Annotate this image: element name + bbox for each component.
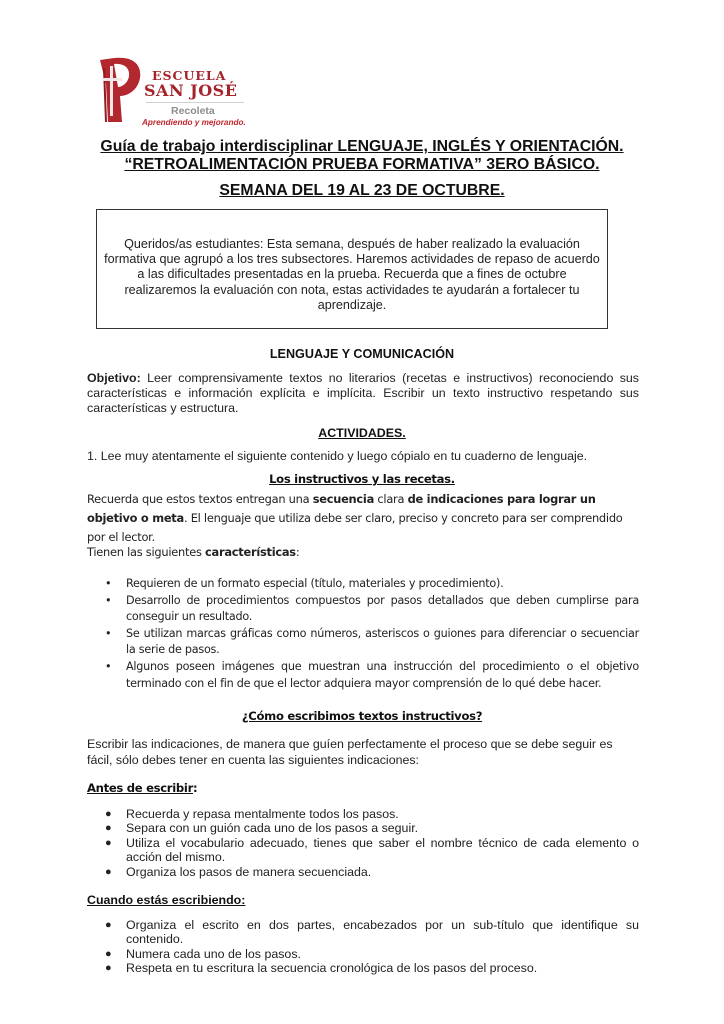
feature-item: [87, 626, 639, 659]
features-list: [87, 576, 639, 692]
before-item: [87, 821, 639, 835]
bullet-dot-icon: ●: [105, 962, 112, 975]
intro-text: Queridos/as estudiantes: Esta semana, después de haber realizado la evaluación formativa que agrupó a los tres subsectores. Haremos actividades de repaso de acuerdo a las dificultades presentadas en la prueba. Recuerda que a fines de octubre realizaremos la evaluación con nota, estas actividades te ayudarán a fortalecer tu aprendizaje.: [104, 237, 600, 312]
before-item-text: Recuerda y repasa mentalmente todos los pasos.: [126, 807, 399, 821]
during-writing-label: Cuando estás escribiendo:: [87, 893, 246, 907]
para1-bold-indicaciones: de indicaciones para lograr un objetivo o meta: [87, 492, 596, 525]
objective-text: Leer comprensivamente textos no literarios (recetas e instructivos) reconociendo sus características e información explícita e implícita. Escribir un texto instructivo respetando sus características y estructura.: [87, 371, 639, 415]
bullet-dot-icon: ●: [105, 865, 112, 878]
before-item-text: Utiliza el vocabulario adecuado, tienes que saber el nombre técnico de cada elemento o acción del mismo.: [126, 835, 639, 865]
bullet-dot-icon: ●: [105, 822, 112, 835]
content-paragraph-2: [87, 543, 639, 562]
para2-text-a: Tienen las siguientes: [87, 545, 206, 559]
before-writing-colon: :: [193, 781, 198, 795]
section-heading: LENGUAJE Y COMUNICACIÓN: [269, 347, 455, 361]
before-item: [87, 807, 639, 821]
para1-text-a: Recuerda que estos textos entregan una: [87, 492, 313, 506]
document-title-line1: Guía de trabajo interdisciplinar LENGUAJE, INGLÉS Y ORIENTACIÓN.: [100, 138, 624, 155]
bullet-dot-icon: ●: [105, 836, 112, 849]
before-item-text: Organiza los pasos de manera secuenciada.: [126, 864, 372, 879]
logo-motto: Aprendiendo y mejorando.: [142, 118, 246, 127]
objective-paragraph: [87, 371, 639, 415]
bullet-dot-icon: ●: [105, 947, 112, 960]
activities-heading: ACTIVIDADES.: [318, 426, 406, 440]
feature-item: [87, 593, 639, 626]
feature-text: Requieren de un formato especial (título, materiales y procedimiento).: [126, 577, 504, 590]
feature-item: [87, 576, 639, 593]
before-writing-label: [87, 781, 639, 795]
during-item: [87, 947, 639, 961]
feature-text: Se utilizan marcas gráficas como números, asteriscos o guiones para diferenciar o secuenciar la serie de pasos.: [126, 626, 639, 657]
before-item: [87, 865, 639, 879]
para1-bold-secuencia: secuencia: [312, 492, 375, 506]
feature-text: Algunos poseen imágenes que muestran una instrucción del procedimiento o el objetivo terminado con el fin de que el lector adquiera mayor comprensión de lo qué debe hacer.: [126, 659, 639, 690]
bullet-dot-icon: ●: [105, 919, 112, 931]
document-title-line2: “RETROALIMENTACIÓN PRUEBA FORMATIVA” 3ERO BÁSICO.: [124, 156, 600, 173]
during-item: [87, 961, 639, 975]
before-writing-text: Antes de escribir: [87, 781, 193, 795]
content-paragraph-1: [87, 490, 639, 547]
week-heading: SEMANA DEL 19 AL 23 DE OCTUBRE.: [219, 182, 505, 199]
bullet-dot-icon: ●: [105, 808, 112, 820]
para2-bold: características: [205, 545, 296, 559]
para1-text-c: clara: [374, 492, 408, 506]
before-item-text: Separa con un guión cada uno de los pasos a seguir.: [126, 821, 419, 836]
para2-colon: :: [295, 545, 300, 559]
logo-divider: [146, 102, 244, 103]
writing-heading: ¿Cómo escribimos textos instructivos?: [241, 709, 483, 723]
intro-box: [96, 209, 608, 329]
bullet-icon: •: [105, 626, 112, 640]
during-writing-list: [87, 918, 639, 976]
bullet-icon: •: [105, 659, 112, 673]
before-item: [87, 836, 639, 865]
school-logo: [92, 54, 262, 126]
logo-line-recoleta: Recoleta: [171, 105, 215, 117]
school-emblem-icon: [92, 54, 144, 124]
before-writing-list: [87, 807, 639, 879]
during-item: [87, 918, 639, 947]
bullet-icon: •: [105, 593, 112, 607]
feature-text: Desarrollo de procedimientos compuestos por pasos detallados que deben cumplirse para conseguir un resultado.: [126, 593, 639, 624]
during-item-text: Respeta en tu escritura la secuencia cronológica de los pasos del proceso.: [126, 961, 538, 976]
logo-line-san-jose: SAN JOSÉ: [144, 81, 238, 100]
content-subheading: Los instructivos y las recetas.: [269, 472, 455, 486]
para1-text-e: . El lenguaje que utiliza debe ser claro, preciso y concreto para ser comprendido por el lector.: [87, 511, 623, 544]
during-item-text: Organiza el escrito en dos partes, encabezados por un sub-título que identifique su contenido.: [126, 918, 639, 947]
activity-1: 1. Lee muy atentamente el siguiente contenido y luego cópialo en tu cuaderno de lenguaje.: [87, 449, 588, 463]
writing-intro: Escribir las indicaciones, de manera que guíen perfectamente el proceso que se debe seguir es fácil, sólo debes tener en cuenta las siguientes indicaciones:: [87, 737, 613, 767]
during-item-text: Numera cada uno de los pasos.: [126, 946, 301, 961]
logo-line-escuela: ESCUELA: [152, 68, 227, 83]
feature-item: [87, 659, 639, 692]
objective-label: Objetivo:: [87, 371, 141, 385]
bullet-icon: •: [105, 577, 112, 590]
